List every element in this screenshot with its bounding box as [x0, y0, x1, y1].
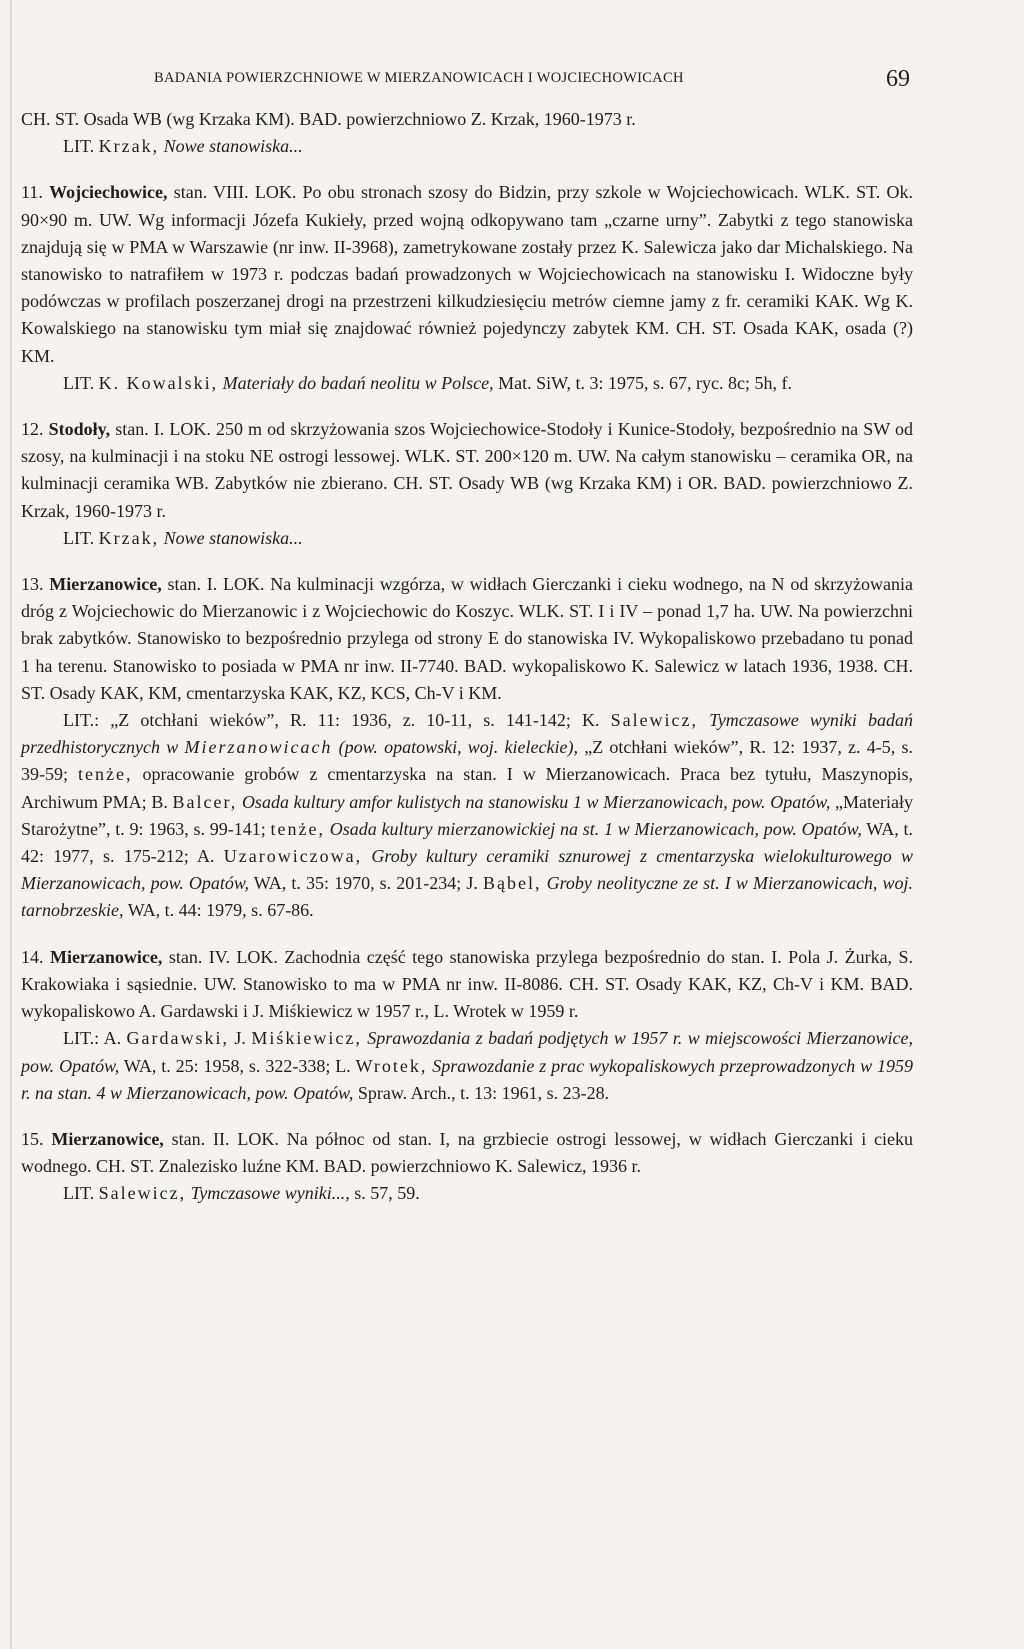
entry-13-site-name: Mierzanowice,	[49, 574, 162, 595]
running-header: BADANIA POWIERZCHNIOWE W MIERZANOWICACH I WOJCIECHOWICACH	[154, 70, 684, 86]
entry-12-literature: LIT. Krzak, Nowe stanowiska...	[63, 527, 303, 548]
entry-14-literature: LIT.: A. Gardawski, J. Miśkiewicz, Sprawozdania z badań podjętych w 1957 r. w miejscowości Mierzanowice, pow. Opatów, WA, t. 25: 1958, s. 322-338; L. Wrotek, Sprawozdanie z prac wykopaliskowych przeprowadzonych w 1959 r. na stan. 4 w Mierzanowicach, pow. Opatów, Spraw. Arch., t. 13: 1961, s. 23-28.	[21, 1028, 914, 1103]
entry-15-literature: LIT. Salewicz, Tymczasowe wyniki..., s. 57, 59.	[63, 1183, 420, 1204]
entry-11-literature: LIT. K. Kowalski, Materiały do badań neolitu w Polsce, Mat. SiW, t. 3: 1975, s. 67, ryc. 8c; 5h, f.	[63, 372, 792, 393]
entry-15-site-name: Mierzanowice,	[51, 1128, 164, 1149]
entry-10-text: CH. ST. Osada WB (wg Krzaka KM). BAD. powierzchniowo Z. Krzak, 1960-1973 r.	[21, 109, 636, 129]
page-body	[21, 106, 913, 1208]
entry-14: 14. Mierzanowice, stan. IV. LOK. Zachodnia część tego stanowiska przylega bezpośrednio do stan. I. Pola J. Żurka, S. Krakowiaka i sąsiednie. UW. Stanowisko to ma w PMA nr inw. II-8086. CH. ST. Osady KAK, KZ, Ch-V i KM. BAD. wykopaliskowo A. Gardawski i J. Miśkiewicz w 1957 r., L. Wrotek w 1959 r.	[21, 946, 914, 1022]
entry-12: 12. Stodoły, stan. I. LOK. 250 m od skrzyżowania szos Wojciechowice-Stodoły i Kunice-Stodoły, bezpośrednio na SW od szosy, na kulminacji i na stoku NE ostrogi lessowej. WLK. ST. 200×120 m. UW. Na całym stanowisku – ceramika OR, na kulminacji ceramika WB. Zabytków nie zbierano. CH. ST. Osady WB (wg Krzaka KM) i OR. BAD. powierzchniowo Z. Krzak, 1960-1973 r.	[21, 419, 914, 521]
entry-12-site-name: Stodoły,	[48, 419, 111, 440]
page-number: 69	[886, 66, 910, 92]
entry-13-literature: LIT.: „Z otchłani wieków”, R. 11: 1936, z. 10-11, s. 141-142; K. Salewicz, Tymczasowe wyniki badań przedhistorycznych w Mierzanowicach (pow. opatowski, woj. kieleckie), „Z otchłani wieków”, R. 12: 1937, z. 4-5, s. 39-59; tenże, opracowanie grobów z cmentarzyska na stan. I w Mierzanowicach. Praca bez tytułu, Maszynopis, Archiwum PMA; B. Balcer, Osada kultury amfor kulistych na stanowisku 1 w Mierzanowicach, pow. Opatów, „Materiały Starożytne”, t. 9: 1963, s. 99-141; tenże, Osada kultury mierzanowickiej na st. 1 w Mierzanowicach, pow. Opatów, WA, t. 42: 1977, s. 175-212; A. Uzarowiczowa, Groby kultury ceramiki sznurowej z cmentarzyska wielokulturowego w Mierzanowicach, pow. Opatów, WA, t. 35: 1970, s. 201-234; J. Bąbel, Groby neolityczne ze st. I w Mierzanowicach, woj. tarnobrzeskie, WA, t. 44: 1979, s. 67-86.	[21, 710, 914, 921]
entry-11: 11. Wojciechowice, stan. VIII. LOK. Po obu stronach szosy do Bidzin, przy szkole w Wojciechowicach. WLK. ST. Ok. 90×90 m. UW. Wg informacji Józefa Kukieły, przed wojną odkopywano tam „czarne urny”. Zabytki z tego stanowiska znajdują się w PMA w Warszawie (nr inw. II-3968), zametrykowane zostały przez K. Salewicza jako dar Michalskiego. Na stanowisko to natrafiłem w 1973 r. podczas badań prowadzonych w Wojciechowicach na stanowisku I. Widoczne były podówczas w profilach poszerzanej drogi na przestrzeni kilkudziesięciu metrów ciemne jamy z fr. ceramiki KAK. Wg K. Kowalskiego na stanowisku tym miał się znajdować również pojedynczy zabytek KM. CH. ST. Osada KAK, osada (?) KM.	[21, 182, 914, 366]
entry-13: 13. Mierzanowice, stan. I. LOK. Na kulminacji wzgórza, w widłach Gierczanki i cieku wodnego, na N od skrzyżowania dróg z Wojciechowic do Mierzanowic i z Wojciechowic do Koszyc. WLK. ST. I i IV – ponad 1,7 ha. UW. Na powierzchni brak zabytków. Stanowisko to bezpośrednio przylega od strony E do stanowiska IV. Wykopaliskowo przebadano tu ponad 1 ha terenu. Stanowisko to posiada w PMA nr inw. II-7740. BAD. wykopaliskowo K. Salewicz w latach 1936, 1938. CH. ST. Osady KAK, KM, cmentarzyska KAK, KZ, KCS, Ch-V i KM.	[21, 574, 914, 703]
entry-15: 15. Mierzanowice, stan. II. LOK. Na północ od stan. I, na grzbiecie ostrogi lessowej, w widłach Gierczanki i cieku wodnego. CH. ST. Znalezisko luźne KM. BAD. powierzchniowo K. Salewicz, 1936 r.	[21, 1128, 914, 1177]
scan-edge-line	[10, 0, 12, 1649]
entry-11-site-name: Wojciechowice,	[49, 182, 168, 203]
entry-10-literature: LIT. Krzak, Nowe stanowiska...	[63, 136, 303, 157]
entry-14-site-name: Mierzanowice,	[49, 946, 163, 967]
